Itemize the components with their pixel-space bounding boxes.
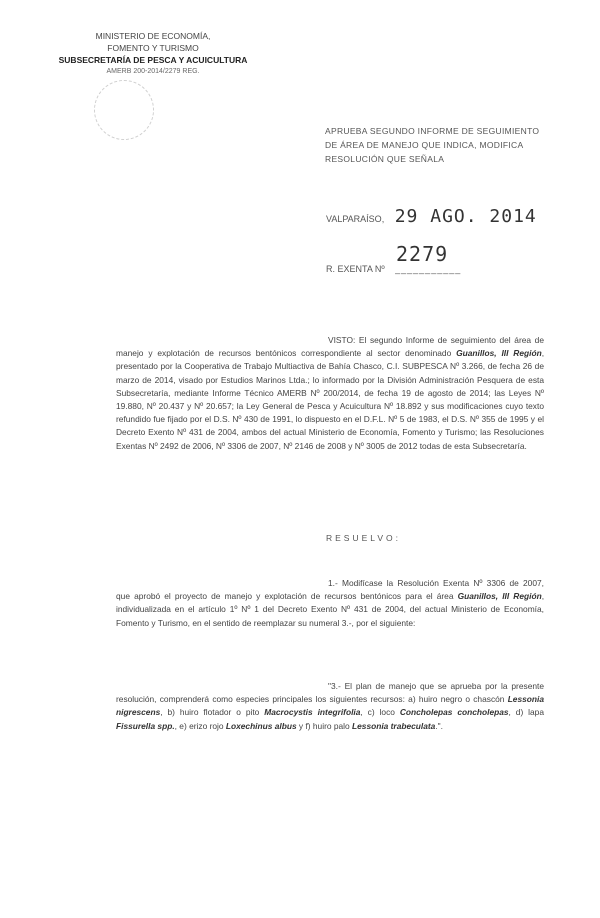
p2-text-7: .". <box>435 720 443 731</box>
official-stamp <box>94 80 154 140</box>
reference-code: AMERB 200-2014/2279 REG. <box>106 68 200 75</box>
species-macrocystis: Macrocystis integrifolia <box>264 707 361 718</box>
species-lessonia-nigrescens: Lessonia nigrescens <box>116 694 544 718</box>
resolution-number-line <box>326 242 462 274</box>
date-value: 29 AGO. 2014 <box>394 206 537 227</box>
visto-text-2: , presentado por la Cooperativa de Trabajo Multiactiva de Bahía Chasco, C.I. SUBPESCA Nº 3.266, de fecha 26 de marzo de 2014, visado por Estudios Marinos Ltda.; lo informado por la División Administración Pesquera de esta Subsecretaría, mediante Informe Técnico AMERB Nº 200/2014, de fecha 19 de agosto de 2014; las Leyes Nº 19.880, Nº 20.437 y Nº 20.657; la Ley General de Pesca y Acuicultura Nº 18.892 y sus modificaciones cuyo texto refundido fue fijado por el D.S. Nº 430 de 1991, lo dispuesto en el D.F.L. Nº 5 de 1983, el D.S. Nº 355 de 1995 y el Decreto Exento Nº 431 de 2004, ambos del actual Ministerio de Economía, Fomento y Turismo; las Resoluciones Exentas Nº 2492 de 2006, Nº 3306 de 2007, Nº 2146 de 2008 y Nº 3005 de 2012 todas de esta Subsecretaría. <box>116 348 545 451</box>
numeral-3-paragraph <box>116 680 544 733</box>
p2-text-4: , d) lapa <box>508 707 544 718</box>
p2-text-5: , e) erizo rojo <box>174 720 226 731</box>
species-concholepas: Concholepas concholepas <box>399 707 509 718</box>
ministry-line-2: FOMENTO Y TURISMO <box>107 43 199 53</box>
article-1-paragraph <box>116 577 544 630</box>
p2-text-2: , b) huiro flotador o pito <box>160 707 265 718</box>
p2-text-1: "3.- El plan de manejo que se aprueba por la presente resolución, comprenderá como especies principales los siguientes recursos: a) huiro negro o chascón <box>116 681 544 705</box>
visto-paragraph <box>116 334 544 453</box>
p2-text-6: y f) huiro palo <box>296 720 353 731</box>
date-line <box>326 206 537 227</box>
letterhead <box>58 30 248 78</box>
date-label: VALPARAÍSO, <box>326 214 385 224</box>
p1-text-1: 1.- Modifícase la Resolución Exenta Nº 3306 de 2007, que aprobó el proyecto de manejo y explotación de recursos bentónicos para el área <box>116 578 544 602</box>
species-loxechinus: Loxechinus albus <box>225 720 297 731</box>
visto-text-1: VISTO: El segundo Informe de seguimiento del área de manejo y explotación de recursos bentónicos correspondiente al sector denominado <box>116 335 544 359</box>
visto-place-name: Guanillos, III Región <box>456 348 542 359</box>
exenta-number: 2279 <box>396 242 449 266</box>
p1-place-name: Guanillos, III Región <box>457 591 542 602</box>
subsecretaria-line: SUBSECRETARÍA DE PESCA Y ACUICULTURA <box>58 55 248 65</box>
resuelvo-heading: RESUELVO: <box>326 533 402 543</box>
species-fissurella: Fissurella spp. <box>116 720 175 731</box>
species-lessonia-trabeculata: Lessonia trabeculata <box>352 720 436 731</box>
exenta-label: R. EXENTA Nº <box>326 264 385 274</box>
exenta-dashes: ___________ <box>395 264 462 274</box>
p2-text-3: , c) loco <box>360 707 400 718</box>
subject-heading: APRUEBA SEGUNDO INFORME DE SEGUIMIENTO DE ÁREA DE MANEJO QUE INDICA, MODIFICA RESOLUCIÓN QUE SEÑALA <box>325 126 540 164</box>
ministry-line: MINISTERIO DE ECONOMÍA, <box>95 31 211 41</box>
p1-text-2: , individualizada en el artículo 1º Nº 1 del Decreto Exento Nº 431 de 2004, del actual Ministerio de Economía, Fomento y Turismo, en el sentido de reemplazar su numeral 3.-, por el siguiente: <box>116 591 545 628</box>
